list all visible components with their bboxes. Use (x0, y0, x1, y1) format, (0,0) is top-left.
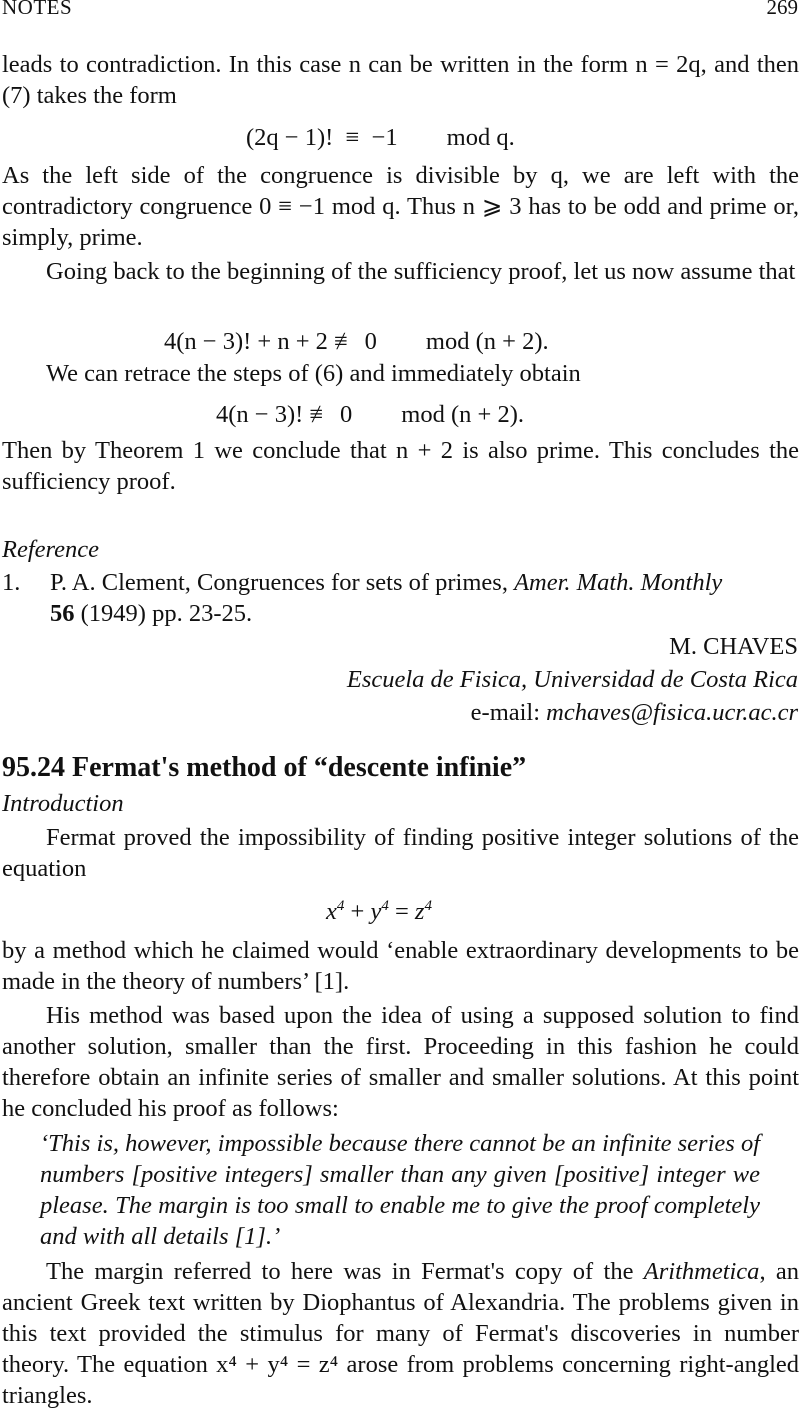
reference-heading: Reference (2, 536, 100, 563)
equation-3: 4(n − 3)! ≢ 0 mod (n + 2). (216, 401, 524, 428)
header-page-number: 269 (766, 0, 798, 19)
author-email-line (471, 697, 798, 728)
author-name: M. CHAVES (669, 633, 798, 660)
reference-volume: 56 (50, 600, 75, 627)
introduction-heading: Introduction (2, 790, 124, 817)
reference-pages: (1949) pp. 23-25. (74, 600, 253, 627)
reference-number: 1. (2, 569, 21, 596)
reference-text (50, 567, 799, 629)
paragraph-margin (2, 1256, 799, 1411)
paragraph-fermat-proved: Fermat proved the impossibility of finding positive integer solutions of the equation (2, 824, 799, 882)
equation-fermat: $x^4 + y^4 = z^4$ (326, 898, 432, 925)
margin-text-b: , an ancient Greek text written by Diophantus of Alexandria. The problems given in this text provided the stimulus for many of Fermat's discoveries in number theory. The equation x⁴ + y⁴ = z⁴ arose from problems concerning right-angled triangles. (2, 1258, 800, 1409)
header-section-name: NOTES (2, 0, 73, 19)
reference-item (2, 567, 799, 627)
reference-journal: Amer. Math. Monthly (514, 569, 723, 596)
email-label: e-mail: (470, 699, 547, 726)
fermat-quote: ‘This is, however, impossible because there cannot be an infinite series of numbers [positive integers] smaller than any given [positive] integer we please. The margin is too small to enable me to give the proof completely and with all details [1].’ (40, 1130, 760, 1250)
running-header (0, 0, 800, 20)
paragraph-retrace: We can retrace the steps of (6) and immediately obtain (46, 360, 581, 387)
margin-text-a: The margin referred to here was in Fermat's copy of the (46, 1258, 644, 1285)
paragraph-contradiction: leads to contradiction. In this case n can be written in the form n = 2q, and then (7) takes the form (2, 51, 799, 109)
author-email: mchaves@fisica.ucr.ac.cr (546, 699, 798, 726)
paragraph-theorem: Then by Theorem 1 we conclude that n + 2 is also prime. This concludes the sufficiency proof. (2, 437, 799, 495)
paragraph-method-claimed: by a method which he claimed would ‘enable extraordinary developments to be made in the theory of numbers’ [1]. (2, 937, 799, 995)
reference-authors: P. A. Clement, Congruences for sets of primes, (50, 569, 515, 596)
equation-1: (2q − 1)! ≡ −1 mod q. (246, 124, 515, 151)
author-affiliation: Escuela de Fisica, Universidad de Costa Rica (346, 666, 798, 693)
section-title: 95.24 Fermat's method of “descente infinie” (2, 752, 527, 783)
arithmetica-title: Arithmetica (643, 1258, 760, 1285)
paragraph-his-method: His method was based upon the idea of using a supposed solution to find another solution, smaller than the first. Proceeding in this fashion he could therefore obtain an infinite series of smaller and smaller solutions. At this point he concluded his proof as follows: (2, 1002, 799, 1122)
equation-2: 4(n − 3)! + n + 2 ≢ 0 mod (n + 2). (164, 328, 549, 355)
paragraph-divisible: As the left side of the congruence is divisible by q, we are left with the contradictory congruence 0 ≡ −1 mod q. Thus n ⩾ 3 has to be odd and prime or, simply, prime. (2, 162, 799, 251)
paragraph-going-back: Going back to the beginning of the sufficiency proof, let us now assume that (46, 258, 796, 285)
